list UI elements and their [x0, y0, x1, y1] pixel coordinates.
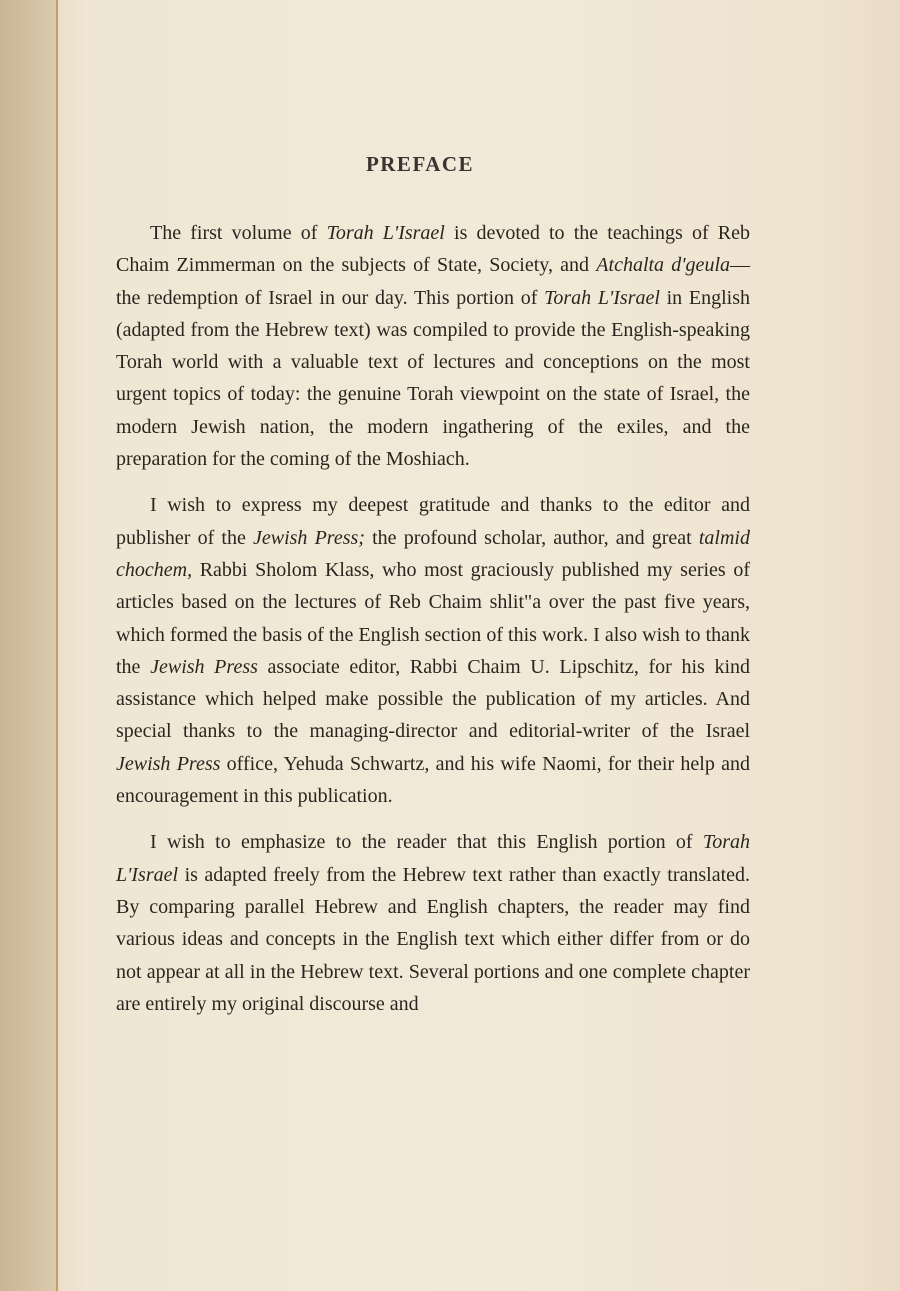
gutter-line	[56, 0, 58, 1291]
italic-text: talmid chochem,	[116, 526, 750, 581]
italic-text: Torah L'Israel	[116, 831, 750, 886]
text-run: office, Yehuda Schwartz, and his wife Naomi, for their help and encouragement in this publication.	[116, 752, 750, 808]
text-run: The first volume of	[150, 222, 327, 244]
text-run: is adapted freely from the Hebrew text rather than exactly translated. By comparing parallel Hebrew and English chapters, the reader may find various ideas and concepts in the English text which either differ from or do not appear at all in the Hebrew text. Several portions and one complete chapter are entirely my original discourse and	[116, 863, 750, 1015]
body-text	[116, 217, 750, 1034]
page-heading: PREFACE	[365, 152, 475, 176]
paragraph-1	[116, 217, 750, 475]
text-run: in English (adapted from the Hebrew text) was compiled to provide the English-speaking Torah world with a valuable text of lectures and conceptions on the most urgent topics of today: the genuine Torah viewpoint on the state of Israel, the modern Jewish nation, the modern ingathering of the exiles, and the preparation for the coming of the Moshiach.	[116, 286, 751, 471]
italic-text: Torah L'Israel	[544, 286, 660, 309]
text-run: I wish to emphasize to the reader that this English portion of	[150, 831, 703, 854]
italic-text: Torah L'Israel	[326, 222, 445, 244]
italic-text: Jewish Press;	[253, 526, 365, 549]
paragraph-2	[116, 489, 750, 812]
text-run: I wish to express my deepest gratitude and thanks to the editor and publisher of the	[116, 494, 750, 549]
text-run: is devoted to the teachings of Reb Chaim Zimmerman on the subjects of State, Society, and	[116, 222, 750, 277]
paragraph-3	[116, 826, 750, 1020]
italic-text: Atchalta d'geula	[596, 254, 730, 277]
text-run: the profound scholar, author, and great	[364, 526, 699, 549]
italic-text: Jewish Press	[150, 655, 258, 678]
text-run: Rabbi Sholom Klass, who most graciously published my series of articles based on the lectures of Reb Chaim shlit"a over the past five years, which formed the basis of the English section of this work. I also wish to thank the	[116, 558, 750, 678]
gutter-shadow	[0, 0, 56, 1291]
italic-text: Jewish Press	[116, 752, 221, 775]
text-run: associate editor, Rabbi Chaim U. Lipschitz, for his kind assistance which helped make possible the publication of my articles. And special thanks to the managing-director and editorial-writer of the Israel	[116, 655, 750, 743]
text-run: —the redemption of Israel in our day. This portion of	[116, 254, 750, 309]
